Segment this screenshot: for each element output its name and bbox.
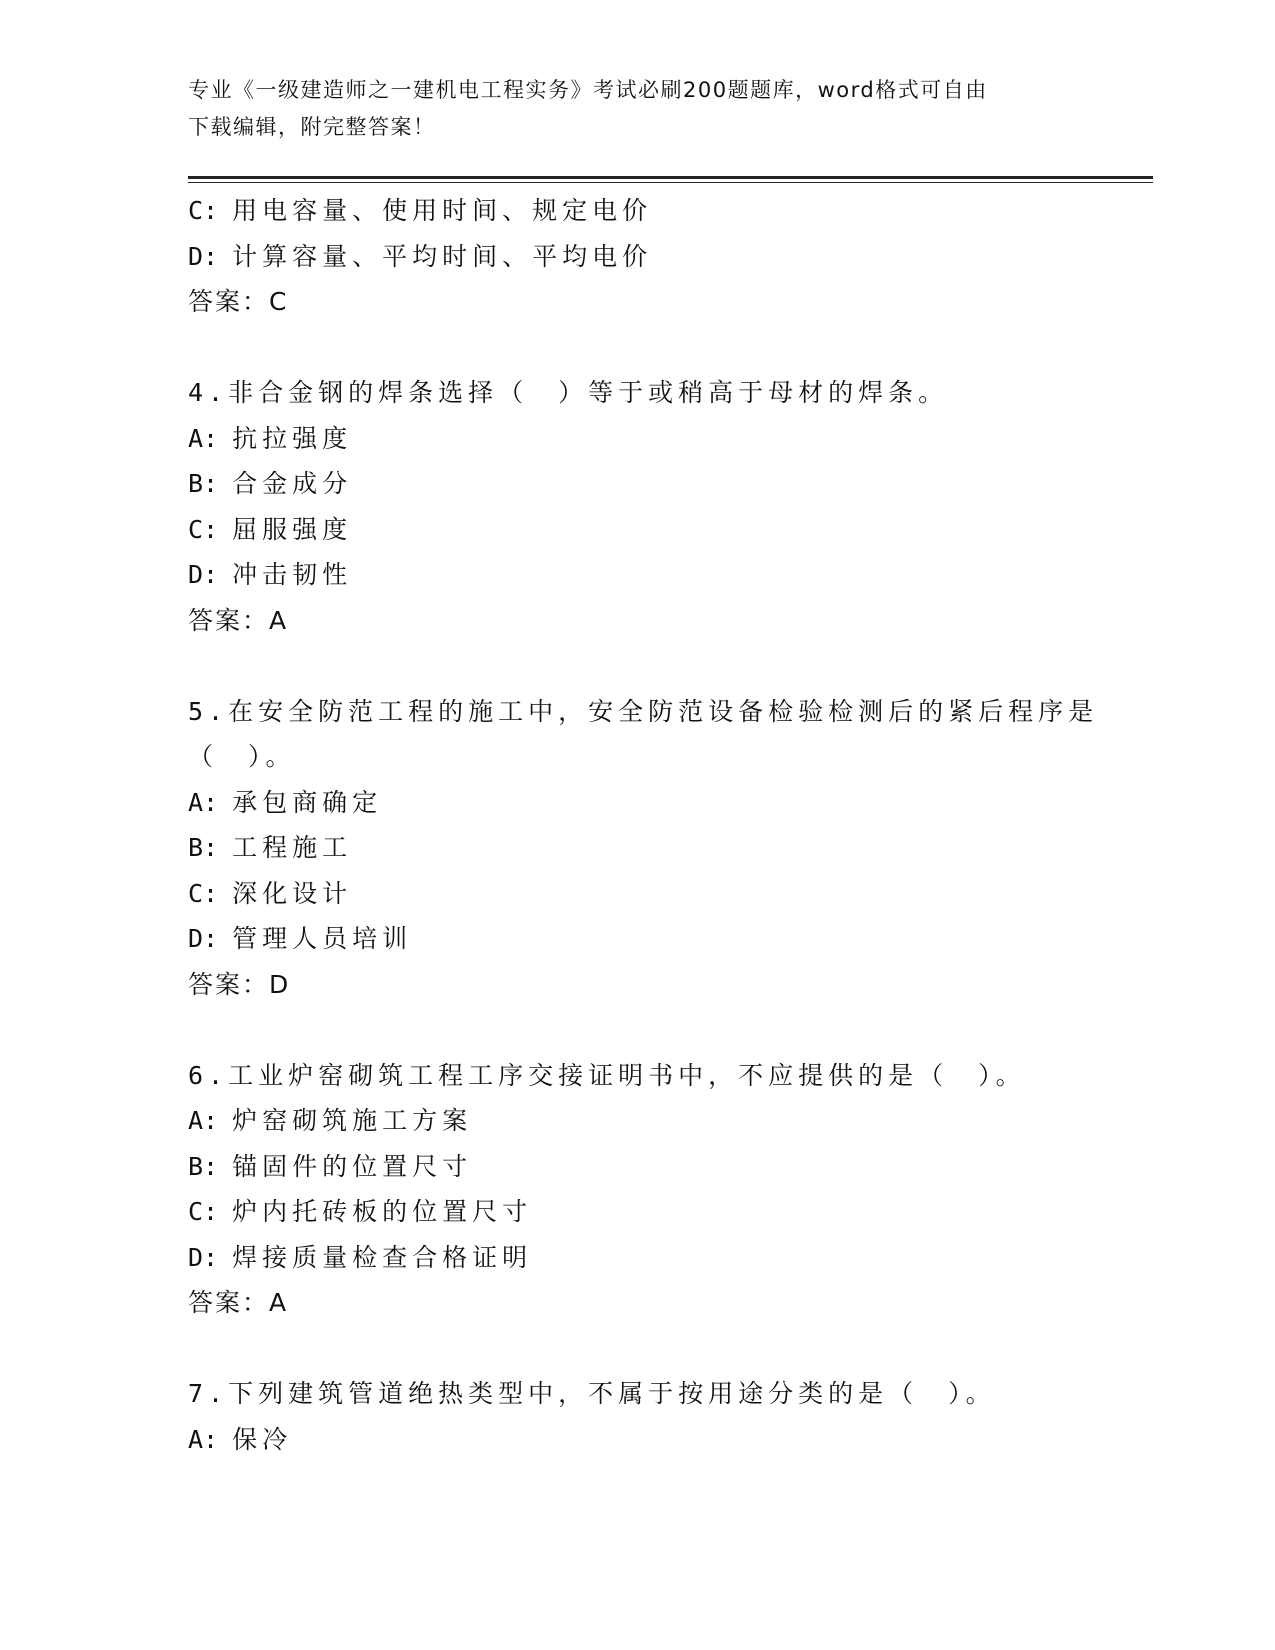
question-stem	[188, 370, 1088, 416]
option-letter: B:	[188, 1151, 219, 1181]
option-text: 焊接质量检查合格证明	[232, 1242, 533, 1272]
option-d	[188, 916, 1088, 962]
option-a	[188, 1098, 1088, 1144]
option-text: 保冷	[232, 1424, 293, 1454]
option-letter: C:	[188, 514, 219, 544]
option-b	[188, 825, 1088, 871]
option-letter: A:	[188, 1106, 219, 1135]
question-3-continuation	[188, 188, 1088, 325]
option-letter: D:	[188, 924, 219, 953]
question-text: 下列建筑管道绝热类型中，不属于按用途分类的是（ ）。	[228, 1379, 996, 1408]
question-text: 工业炉窑砌筑工程工序交接证明书中，不应提供的是（ ）。	[228, 1060, 1026, 1090]
header-title-line-2: 下载编辑，附完整答案！	[188, 115, 436, 139]
question-text: 非合金钢的焊条选择（ ）等于或稍高于母材的焊条。	[228, 378, 949, 407]
option-letter: D:	[188, 241, 219, 271]
option-letter: A:	[188, 1424, 219, 1454]
option-letter: A:	[188, 423, 219, 453]
option-letter: D:	[188, 560, 219, 589]
option-c	[188, 507, 1088, 553]
option-d	[188, 1235, 1088, 1281]
question-number: 7.	[188, 1379, 229, 1408]
option-text: 抗拉强度	[232, 423, 353, 453]
option-b	[188, 461, 1088, 507]
option-text: 承包商确定	[232, 787, 383, 817]
option-a	[188, 1417, 1088, 1463]
option-letter: A:	[188, 787, 219, 817]
option-text: 计算容量、平均时间、平均电价	[232, 241, 653, 271]
option-text: 合金成分	[232, 469, 353, 498]
option-text: 炉内托砖板的位置尺寸	[232, 1197, 533, 1226]
option-b	[188, 1144, 1088, 1190]
header-divider-thin	[188, 182, 1153, 183]
question-stem	[188, 1371, 1088, 1417]
question-text-continuation: （ ）。	[188, 742, 296, 771]
question-number: 4.	[188, 378, 229, 407]
option-d	[188, 234, 1088, 280]
question-7	[188, 1371, 1088, 1462]
option-d	[188, 552, 1088, 598]
question-stem-continuation	[188, 734, 1088, 780]
option-letter: C:	[188, 878, 219, 908]
option-letter: B:	[188, 833, 219, 862]
option-letter: C:	[188, 196, 219, 225]
answer-line: 答案：A	[188, 605, 289, 635]
answer-line: 答案：A	[188, 1288, 289, 1317]
question-stem	[188, 689, 1099, 735]
question-list	[188, 188, 1099, 1462]
option-text: 冲击韧性	[232, 560, 353, 589]
option-text: 锚固件的位置尺寸	[232, 1151, 473, 1181]
question-text: 在安全防范工程的施工中，安全防范设备检验检测后的紧后程序是	[228, 696, 1099, 726]
answer-line: 答案：C	[188, 287, 289, 316]
question-4	[188, 370, 1088, 643]
document-header	[188, 72, 1088, 146]
option-letter: D:	[188, 1242, 219, 1272]
answer-line: 答案：D	[188, 969, 291, 999]
option-text: 屈服强度	[232, 514, 353, 544]
question-5	[188, 689, 1099, 1008]
option-text: 管理人员培训	[232, 924, 413, 953]
option-text: 用电容量、使用时间、规定电价	[232, 196, 653, 225]
header-divider-thick	[188, 176, 1153, 179]
option-letter: B:	[188, 469, 219, 498]
option-text: 工程施工	[232, 833, 353, 862]
question-number: 5.	[188, 696, 229, 726]
question-number: 6.	[188, 1060, 229, 1090]
option-a	[188, 416, 1088, 462]
option-a	[188, 780, 1088, 826]
option-c	[188, 1189, 1088, 1235]
option-text: 炉窑砌筑施工方案	[232, 1106, 473, 1135]
question-6	[188, 1053, 1088, 1326]
option-letter: C:	[188, 1197, 219, 1226]
header-title-line-1: 专业《一级建造师之一建机电工程实务》考试必刷200题题库，word格式可自由	[188, 78, 988, 102]
question-stem	[188, 1053, 1088, 1099]
option-text: 深化设计	[232, 878, 353, 908]
option-c	[188, 871, 1088, 917]
option-c	[188, 188, 1088, 234]
